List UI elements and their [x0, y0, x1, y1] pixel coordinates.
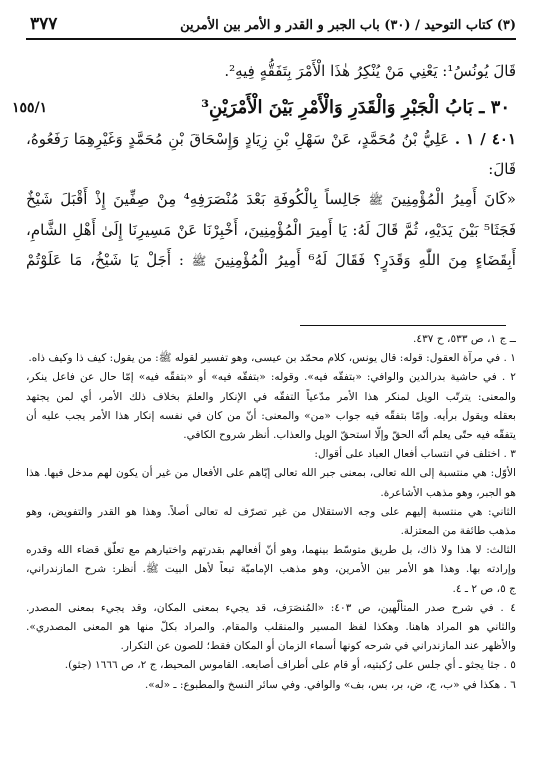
matn-line-1 — [26, 184, 516, 215]
footnote-5: ٥ . جثا يجثو ـ أي جلس على رُكبتيه، أو قام على أطراف أصابعه. القاموس المحيط، ج ٢، ص ١٦٦٦ (جثو). — [64, 659, 516, 672]
footnote-3-cont: هو الجبر، وهو مذهب الأشاعرة. — [380, 486, 516, 499]
chapter-heading — [12, 92, 516, 124]
footnote-2-cont: بعقله ويقول برأيه. وإمّا بتفقّه فيه جواب «من» والمعنى: أنّ من كان في نفسه إنكار هذا الأمر يجب عليه أن — [26, 409, 516, 422]
footnote-4: ٤ . في شرح صدر المتألّهين، ص ٤٠٣: «المُنصَرَف، قد يجيء بمعنى المكان، وقد يجيء بمعنى المصدر. — [26, 601, 516, 614]
salawat-symbol: ﷺ — [191, 254, 207, 268]
chapter-title: ٣٠ ـ بَابُ الْجَبْرِ وَالْقَدَرِ وَالْأَمْرِ بَيْنَ الْأَمْرَيْنِ³ — [201, 97, 510, 118]
running-header — [30, 14, 516, 40]
footnote-3: ٣ . اختلف في انتساب أفعال العباد على أقوال: — [314, 448, 516, 461]
footnote-3-cont: الأوّل: هي منتسبة إلى الله تعالى، بمعنى جبر الله تعالى إيّاهم على الأفعال من غير أن يكون لهم مدخل فيها. هذا — [26, 467, 516, 480]
footnote-3-cont: مذهب طائفة من المعتزلة. — [400, 525, 516, 538]
footnote-6: ٦ . هكذا في «ب، ج، ض، بر، بس، بف» والوافي. وفي سائر النسخ والمطبوع: ـ «له». — [144, 678, 516, 691]
footnote-2: ٢ . في حاشية بدرالدين والوافي: «بتفقّه فيه». وقوله: «بتفقّه فيه» أو «بتفقّه فيه» إمّا حال عن فاعل ينكر، — [26, 371, 516, 384]
header-rule — [26, 38, 516, 40]
matn-text-1b: جَالِساً بِالْكُوفَةِ بَعْدَ مُنْصَرَفِهِ⁴ مِنْ صِفِّينَ إِذْ أَقْبَلَ شَيْخٌ — [26, 190, 362, 208]
footnotes — [26, 330, 516, 695]
header-title: (٣) كتاب التوحيد / (٣٠) باب الجبر و القدر و الأمر بين الأمرين — [180, 18, 516, 33]
salawat-symbol: ﷺ — [368, 193, 384, 207]
footnote-source-ref: ــ ج ١، ص ٥٣٣، ح ٤٣٧. — [413, 333, 516, 345]
footnote-4-cont: والثاني هو المراد هاهنا. وهكذا لفظ المسير والمنقلب والمقام. والمراد بكلّ منها هو المعنى المصدري». — [26, 621, 516, 634]
isnad-end: قَالَ: — [488, 160, 516, 178]
footnote-3-cont: ج ٥، ص ٢ ـ ٤. — [452, 582, 516, 595]
hadith-number: ٤٠١ / ١ . — [454, 130, 516, 148]
yunus-comment: قَالَ يُونُسُ¹: يَعْنِي مَنْ يُنْكِرُ هٰذَا الْأَمْرَ بِتَفَقُّهٍ فِيهِ². — [224, 62, 516, 80]
matn-line-3 — [26, 245, 516, 276]
footnote-2-cont: والمعنى: يترتّب الويل لمنكر هذا الأمر مدّعياً التفقّه في الإنكار والعلمَ بخلاف ذلك الأمر، أي لمن يجتهد — [26, 390, 516, 403]
matn-text-3b: : أَجَلْ يَا شَيْخُ، مَا عَلَوْتُمْ — [26, 251, 184, 269]
hadith-isnad-line — [26, 124, 516, 154]
matn-text-1a: «كَانَ أَمِيرُ الْمُؤْمِنِينَ — [390, 190, 516, 208]
footnote-2-cont: يتفقّه فيه حتّى يعلم أنّه الحقّ وإلّا استحقّ الويل والعذاب. أنظر شروح الكافي. — [183, 429, 516, 442]
footnote-3-cont: وإرادته بها. وهذا هو الأمر بين الأمرين، وهو مذهب الإماميّة تبعاً لأهل البيت ﷺ. أنظر: شرح المازندراني، — [26, 563, 516, 576]
footnote-4-cont: والأظهر عند المازندراني في شرحه كونها أسماء الزمان أو المكان فقط؛ للصون عن التكرار. — [120, 640, 516, 653]
matn-text-3a: أَبِقَضَاءٍ مِنَ اللّٰهِ وَقَدَرٍ؟ فَقَالَ لَهُ⁶ أَمِيرُ الْمُؤْمِنِينَ — [214, 251, 516, 269]
footnote-3-cont: الثاني: هي منتسبة إليهم على وجه الاستقلال من غير تصرّف له تعالى أصلاً. وهذا هو القدر والتفويض، وهو — [26, 505, 516, 518]
chapter-cross-ref: ١٥٥/١ — [12, 100, 48, 116]
page-number: ٣٧٧ — [30, 14, 58, 34]
footnote-rule — [300, 325, 506, 326]
footnote-1: ١ . في مرآة العقول: قوله: قال يونس، كلام محمّد بن عيسى، وهو تفسير لقوله ﷺ: من يقول: كيف ذا وكيف ذاه. — [28, 352, 516, 365]
matn-line-2: فَجَثَا⁵ بَيْنَ يَدَيْهِ، ثُمَّ قَالَ لَهُ: يَا أَمِيرَ الْمُؤْمِنِينَ، أَخْبِرْنَا عَنْ مَسِيرِنَا إِلَىٰ أَهْلِ الشَّامِ، — [26, 221, 516, 239]
isnad-text: عَلِيُّ بْنُ مُحَمَّدٍ، عَنْ سَهْلِ بْنِ زِيَادٍ وَإِسْحَاقَ بْنِ مُحَمَّدٍ وَغَيْرِهِمَا رَفَعُوهُ، — [26, 130, 450, 148]
main-text — [12, 56, 516, 276]
footnote-3-cont: الثالث: لا هذا ولا ذاك، بل طريق متوسّط بينهما، وهو أنّ أفعالهم بقدرتهم واختيارهم مع تعلّق قضاء الله وقدره — [26, 544, 516, 557]
